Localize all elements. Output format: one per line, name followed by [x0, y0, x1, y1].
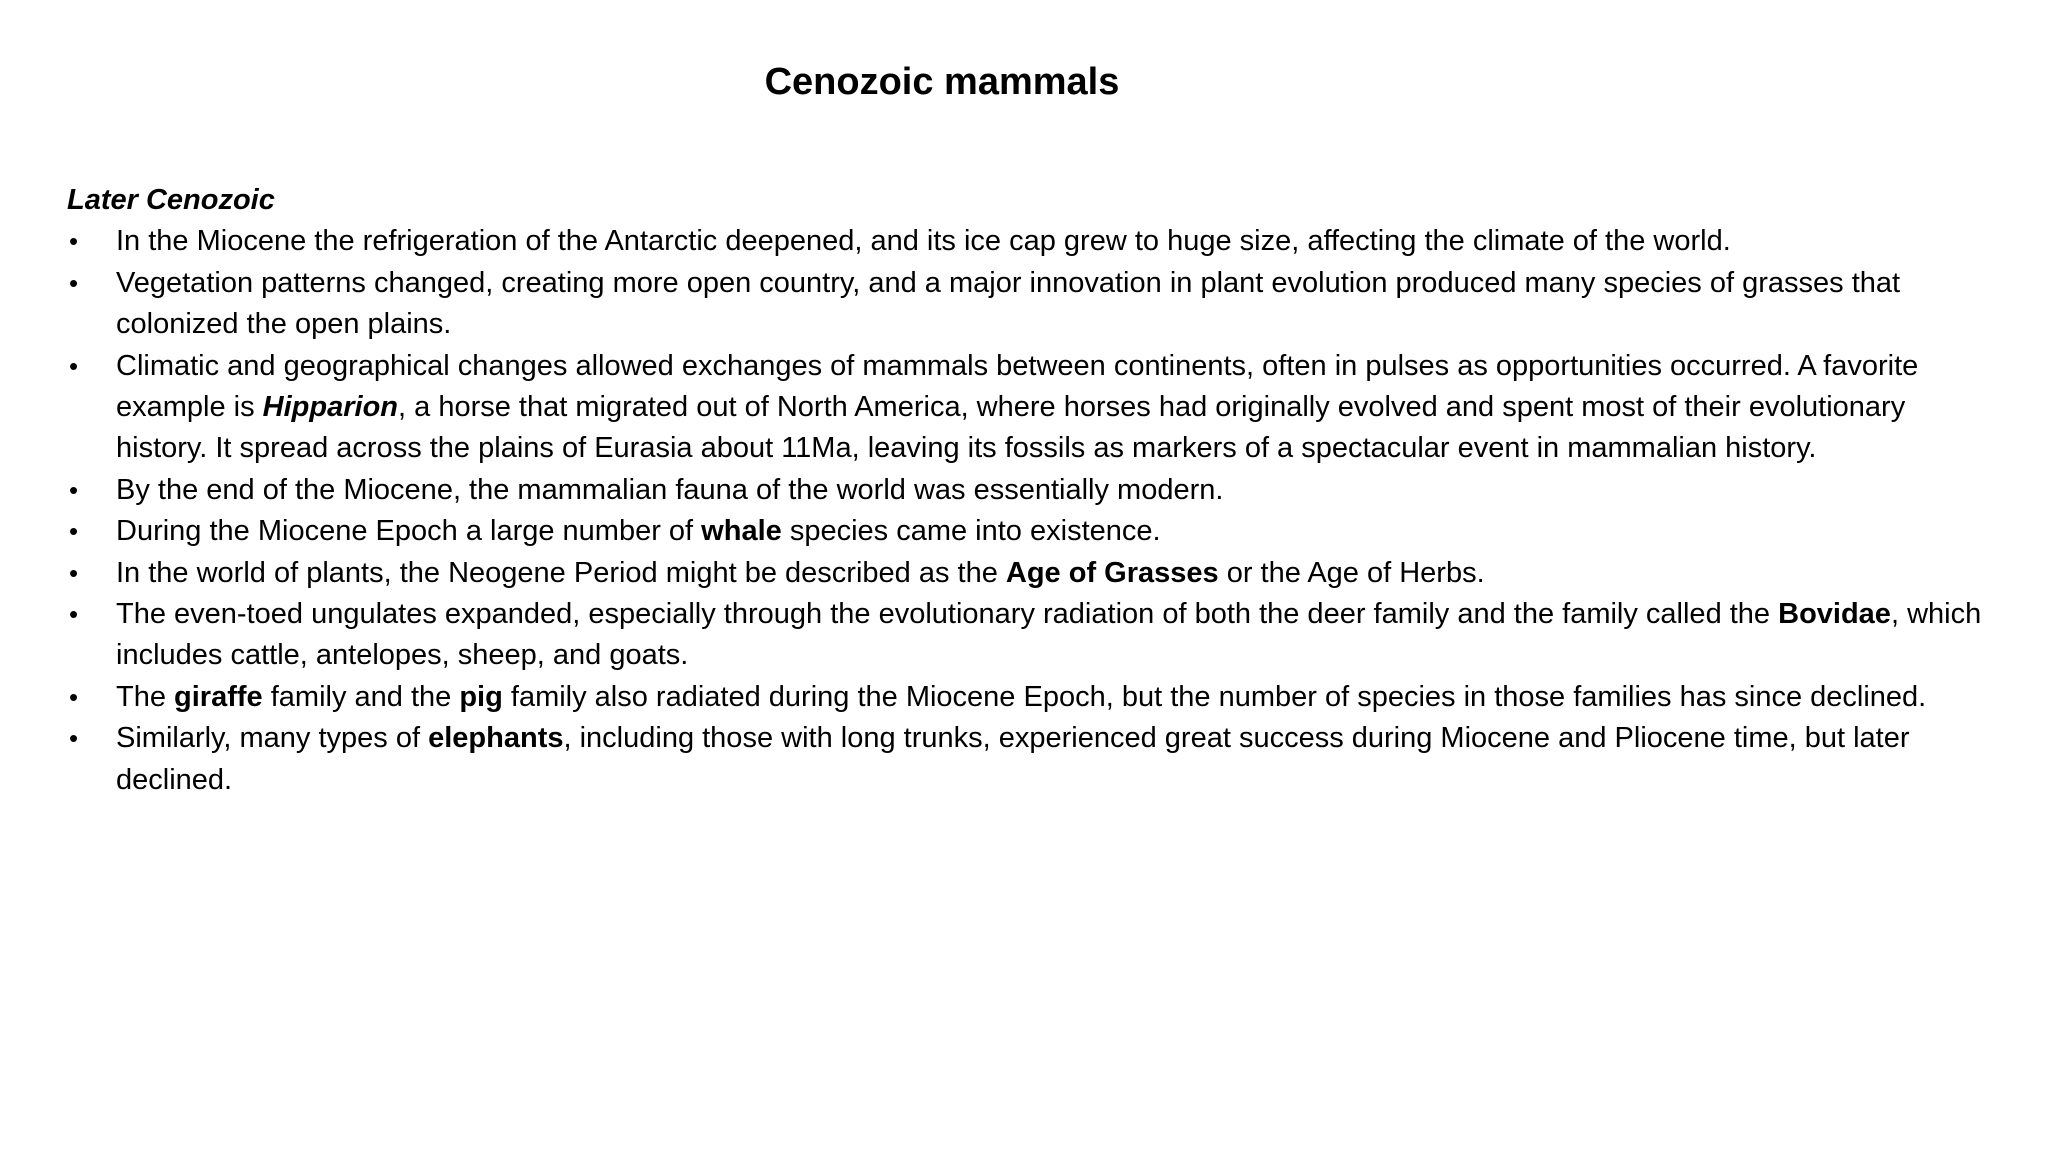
bullet-icon: • [69, 723, 79, 754]
emphasis-age-of-grasses: Age of Grasses [1005, 556, 1219, 589]
bullet-text: The even-toed ungulates expanded, especially through the evolutionary radiation of both the deer family and the family called the [116, 598, 1779, 631]
bullet-text: , including those with long trunks, experienced great success during Miocene and Pliocene time, but later declined. [116, 722, 1910, 796]
bullet-text: species came into existence. [781, 515, 1161, 548]
bullet-item [67, 677, 1987, 718]
bullet-text: or the Age of Herbs. [1218, 556, 1485, 589]
bullet-text: , which includes cattle, antelopes, sheep, and goats. [116, 598, 1982, 672]
bullet-item [67, 263, 1987, 346]
bullet-item [67, 553, 1987, 594]
emphasis-whale: whale [701, 515, 782, 548]
section-subheading: Later Cenozoic [67, 184, 275, 216]
bullet-list [67, 221, 1987, 801]
emphasis-elephants: elephants [428, 722, 564, 755]
emphasis-hipparion: Hipparion [262, 391, 399, 424]
bullet-icon: • [69, 350, 79, 381]
slide-title: Cenozoic mammals [764, 61, 1120, 103]
bullet-item [67, 718, 1987, 801]
bullet-text: family and the [262, 680, 460, 713]
bullet-icon: • [69, 226, 79, 257]
bullet-text: During the Miocene Epoch a large number of [116, 515, 702, 548]
slide-body [67, 180, 1987, 801]
bullet-item [67, 221, 1987, 262]
bullet-item [67, 470, 1987, 511]
bullet-text: Similarly, many types of [116, 722, 429, 755]
bullet-item [67, 511, 1987, 552]
bullet-text: The [116, 680, 175, 713]
bullet-text: family also radiated during the Miocene Epoch, but the number of species in those families has since declined. [502, 680, 1927, 713]
emphasis-bovidae: Bovidae [1778, 598, 1891, 631]
bullet-icon: • [69, 516, 79, 547]
bullet-item [67, 346, 1987, 470]
emphasis-giraffe: giraffe [174, 680, 263, 713]
bullet-text: In the world of plants, the Neogene Period might be described as the [116, 556, 1006, 589]
bullet-item [67, 594, 1987, 677]
bullet-icon: • [69, 599, 79, 630]
bullet-text: In the Miocene the refrigeration of the Antarctic deepened, and its ice cap grew to huge size, affecting the climate of the world. [116, 225, 1731, 258]
bullet-icon: • [69, 681, 79, 712]
bullet-icon: • [69, 474, 79, 505]
bullet-icon: • [69, 557, 79, 588]
bullet-text: Climatic and geographical changes allowed exchanges of mammals between continents, often in pulses as opportunities occurred. A favorite example is [116, 349, 1919, 424]
bullet-text: By the end of the Miocene, the mammalian fauna of the world was essentially modern. [116, 473, 1224, 506]
bullet-text: Vegetation patterns changed, creating more open country, and a major innovation in plant evolution produced many species of grasses that colonized the open plains. [116, 266, 1901, 341]
emphasis-pig: pig [459, 680, 503, 713]
bullet-text: , a horse that migrated out of North America, where horses had originally evolved and spent most of their evolutionary history. It spread across the plains of Eurasia about 11Ma, leaving its fossils as markers of a spectacular event in mammalian history. [116, 391, 1906, 465]
bullet-icon: • [69, 267, 79, 298]
